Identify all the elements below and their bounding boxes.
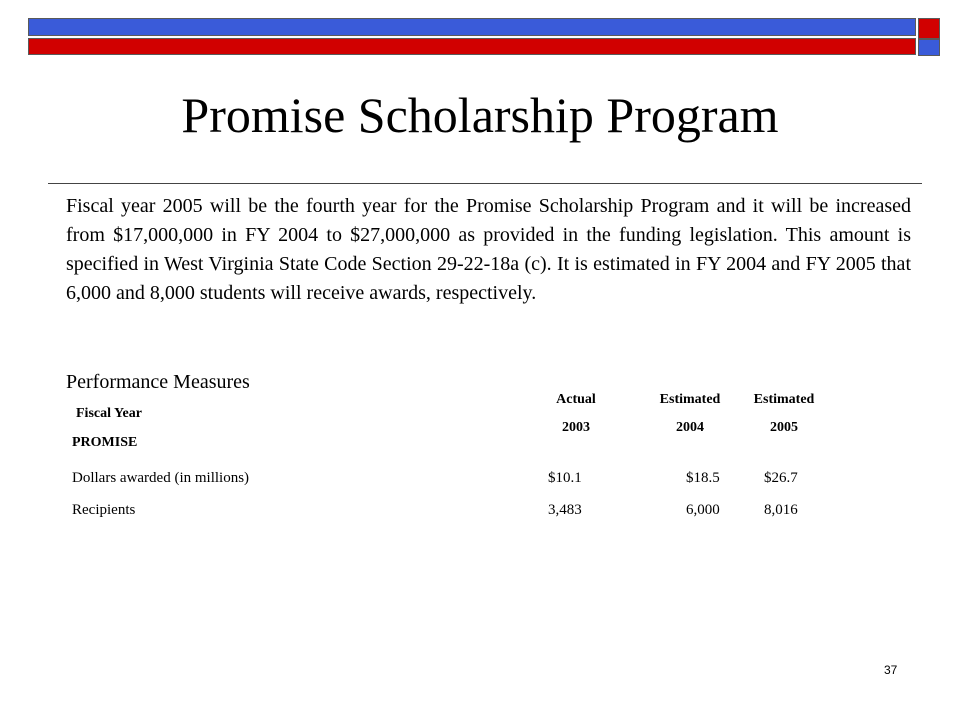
top-blue-bar	[28, 18, 916, 36]
col-status-2: Estimated	[659, 392, 721, 407]
col-status-1: Actual	[556, 392, 596, 407]
slide-title: Promise Scholarship Program	[181, 87, 779, 143]
corner-red-square	[918, 18, 940, 39]
body-paragraph: Fiscal year 2005 will be the fourth year for the Promise Scholarship Program and it will be increased from $17,000,000 in FY 2004 to $27,000,000 as provided in the funding legislation. This amount is specified in West Virginia State Code Section 29-22-18a (c). It is estimated in FY 2004 and FY 2005 that 6,000 and 8,000 students will receive awards, respectively.	[66, 195, 911, 304]
page-number: 37	[884, 663, 898, 677]
corner-blue-square	[918, 39, 940, 56]
title-divider	[48, 183, 922, 184]
cell-dollars-2003: $10.1	[548, 470, 582, 486]
cell-recipients-2004: 6,000	[686, 502, 720, 518]
col-year-2: 2004	[676, 420, 704, 435]
col-year-3: 2005	[770, 420, 798, 435]
col-year-1: 2003	[562, 420, 590, 435]
section-label: PROMISE	[72, 435, 138, 450]
performance-heading: Performance Measures	[66, 371, 250, 393]
col-status-3: Estimated	[753, 392, 815, 407]
cell-dollars-2004: $18.5	[686, 470, 720, 486]
cell-recipients-2003: 3,483	[548, 502, 582, 518]
top-red-bar	[28, 38, 916, 55]
cell-dollars-2005: $26.7	[764, 470, 798, 486]
row-label-recipients: Recipients	[72, 502, 136, 518]
row-label-dollars: Dollars awarded (in millions)	[72, 470, 250, 486]
fiscal-year-label: Fiscal Year	[76, 406, 142, 421]
cell-recipients-2005: 8,016	[764, 502, 798, 518]
